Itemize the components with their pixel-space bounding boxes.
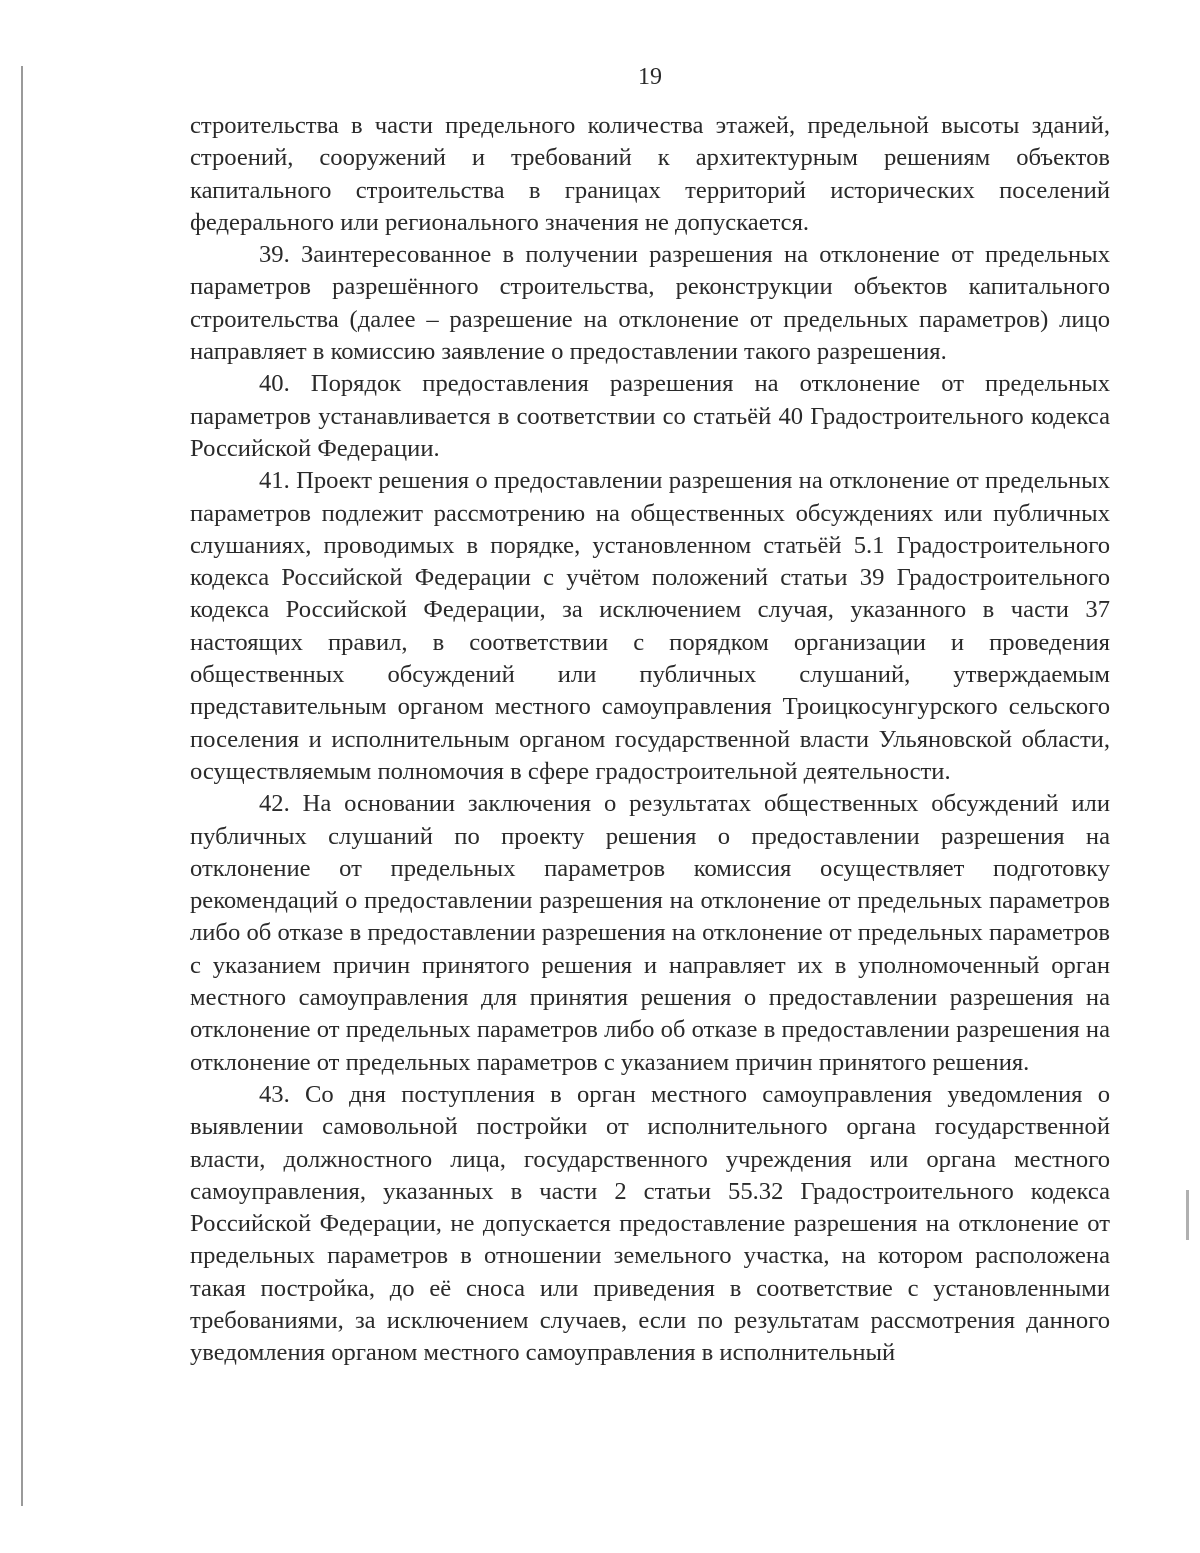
scan-edge-left [21,66,23,1506]
paragraph-item-41: 41. Проект решения о предоставлении разрешения на отклонение от предельных параметров подлежит рассмотрению на общественных обсуждениях или публичных слушаниях, проводимых в порядке, установленном статьёй 5.1 Градостроительного кодекса Российской Федерации с учётом положений статьи 39 Градостроительного кодекса Российской Федерации, за исключением случая, указанного в части 37 настоящих правил, в соответствии с порядком организации и проведения общественных обсуждений или публичных слушаний, утверждаемым представительным органом местного самоуправления Троицкосунгурского сельского поселения и исполнительным органом государственной власти Ульяновской области, осуществляемым полномочия в сфере градостроительной деятельности. [190,467,1110,785]
document-body [190,110,1110,1370]
paragraph-item-43: 43. Со дня поступления в орган местного самоуправления уведомления о выявлении самовольной постройки от исполнительного органа государственной власти, должностного лица, государственного учреждения или органа местного самоуправления, указанных в части 2 статьи 55.32 Градостроительного кодекса Российской Федерации, не допускается предоставление разрешения на отклонение от предельных параметров в отношении земельного участка, на котором расположена такая постройка, до её сноса или приведения в соответствие с установленными требованиями, за исключением случаев, если по результатам рассмотрения данного уведомления органом местного самоуправления в исполнительный [190,1080,1110,1367]
page-number: 19 [638,64,662,90]
paragraph-continuation: строительства в части предельного количества этажей, предельной высоты зданий, строений, сооружений и требований к архитектурным решениям объектов капитального строительства в границах территорий исторических поселений федерального или регионального значения не допускается. [190,112,1110,236]
paragraph-item-39: 39. Заинтересованное в получении разрешения на отклонение от предельных параметров разрешённого строительства, реконструкции объектов капитального строительства (далее – разрешение на отклонение от предельных параметров) лицо направляет в комиссию заявление о предоставлении такого разрешения. [190,241,1110,366]
paragraph-item-40: 40. Порядок предоставления разрешения на отклонение от предельных параметров устанавливается в соответствии со статьёй 40 Градостроительного кодекса Российской Федерации. [190,370,1110,462]
paragraph-item-42: 42. На основании заключения о результатах общественных обсуждений или публичных слушаний по проекту решения о предоставлении разрешения на отклонение от предельных параметров комиссия осуществляет подготовку рекомендаций о предоставлении разрешения на отклонение от предельных параметров либо об отказе в предоставлении разрешения на отклонение от предельных параметров с указанием причин принятого решения и направляет их в уполномоченный орган местного самоуправления для принятия решения о предоставлении разрешения на отклонение от предельных параметров либо об отказе в предоставлении разрешения на отклонение от предельных параметров с указанием причин принятого решения. [190,790,1110,1076]
scan-edge-right [1186,1190,1189,1240]
